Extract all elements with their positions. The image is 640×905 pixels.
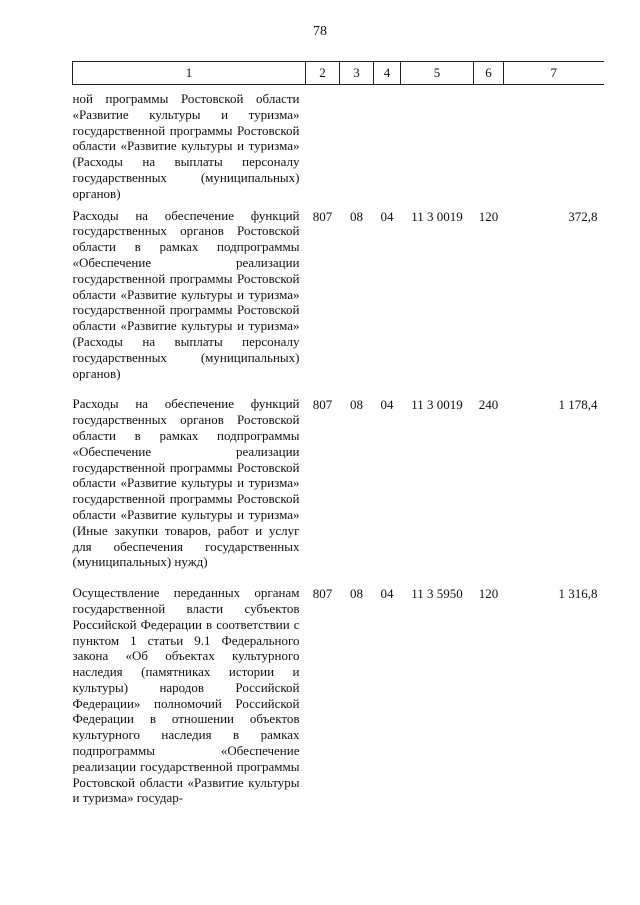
row-description: ной программы Ростовской области «Развитие культуры и туризма» государственной программы Ростовской области «Развитие культуры и туризма» (Расходы на выплаты персоналу государственных (муниципальных) органов) (72, 91, 300, 201)
header-col-5: 5 (401, 62, 474, 85)
row-subsection: 04 (380, 586, 394, 602)
row-ministry: 807 (312, 208, 333, 224)
row-section (340, 85, 374, 208)
row-subsection: 04 (380, 208, 394, 224)
header-col-2: 2 (306, 62, 340, 85)
page-number: 78 (313, 24, 327, 39)
row-description: Осуществление переданных органам государственной власти субъектов Российской Федерации в соответствии с пунктом 1 статьи 9.1 Федерального закона «Об объектах культурного наследия (памятниках истории и культуры) народов Российской Федерации» полномочий Российской Федерации в отношении объектов культурного наследия в рамках подпрограммы «Обеспечение реализации государственной программы Ростовской области «Развитие культуры и туризма» государ- (72, 585, 300, 806)
row-ministry: 807 (312, 586, 333, 602)
row-expense-type (474, 85, 504, 208)
table-row (73, 208, 604, 397)
header-col-6: 6 (474, 62, 504, 85)
budget-table (72, 61, 604, 821)
row-ministry (306, 85, 340, 208)
row-description: Расходы на обеспечение функций государственных органов Ростовской области в рамках подпрограммы «Обеспечение реализации государственной программы Ростовской области «Развитие культуры и туризма» государственной программы Ростовской области «Развитие культуры и туризма» (Иные закупки товаров, работ и услуг для обеспечения государственных (муниципальных) нужд) (72, 396, 300, 570)
row-amount: 1 178,4 (558, 397, 598, 413)
row-section: 08 (350, 397, 363, 413)
row-target (401, 85, 474, 208)
row-target: 11 3 0019 (411, 208, 463, 224)
table-row (73, 585, 604, 821)
row-section: 08 (350, 586, 363, 602)
row-amount: 1 316,8 (558, 586, 598, 602)
header-col-4: 4 (374, 62, 401, 85)
row-ministry: 807 (312, 397, 333, 413)
table-header-row (73, 62, 604, 85)
row-section: 08 (350, 208, 363, 224)
header-col-3: 3 (340, 62, 374, 85)
header-col-1: 1 (73, 62, 306, 85)
row-target: 11 3 0019 (411, 397, 463, 413)
row-subsection (374, 85, 401, 208)
header-col-7: 7 (504, 62, 604, 85)
row-description: Расходы на обеспечение функций государственных органов Ростовской области в рамках подпрограммы «Обеспечение реализации государственной программы Ростовской области «Развитие культуры и туризма» государственной программы Ростовской области «Развитие культуры и туризма» (Расходы на выплаты персоналу государственных (муниципальных) органов) (72, 207, 300, 381)
row-amount: 372,8 (568, 208, 598, 224)
row-subsection: 04 (380, 397, 394, 413)
row-expense-type: 120 (478, 208, 499, 224)
row-expense-type: 240 (478, 397, 499, 413)
table-row (73, 85, 604, 208)
row-target: 11 3 5950 (411, 586, 463, 602)
row-amount (504, 85, 604, 208)
table-row (73, 396, 604, 585)
row-expense-type: 120 (478, 586, 499, 602)
